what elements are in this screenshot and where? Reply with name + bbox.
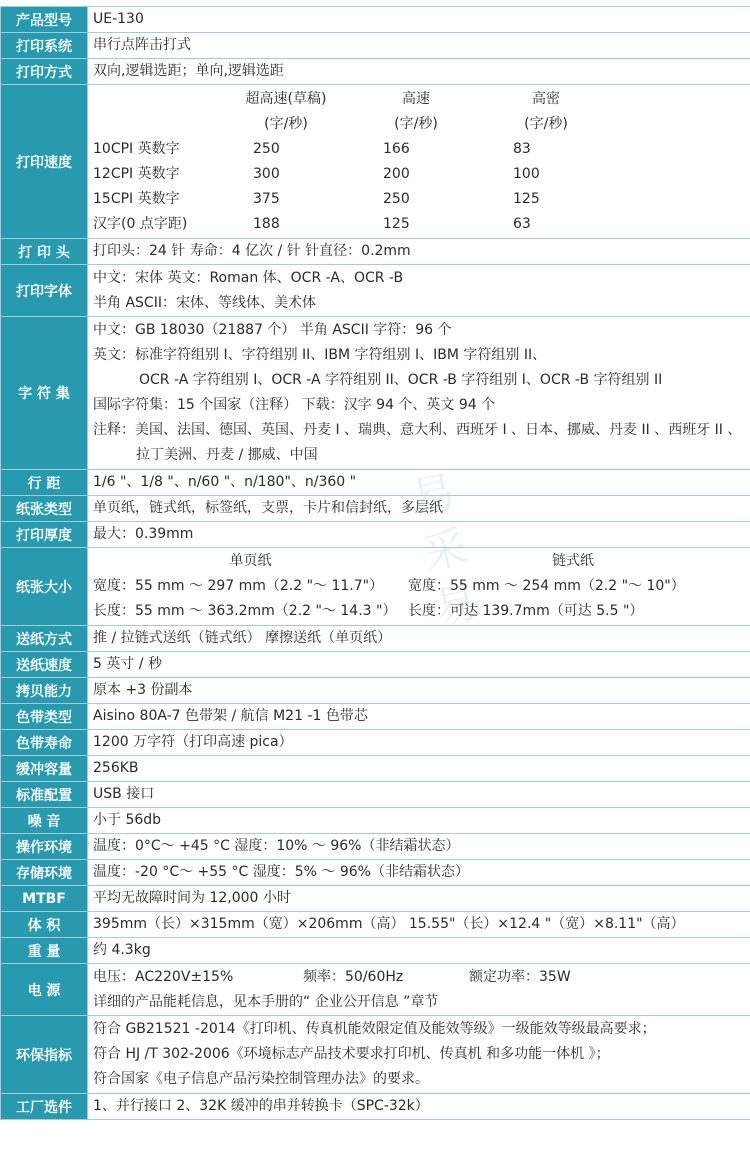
speed-row-name: 10CPI 英数字 xyxy=(93,140,180,157)
copy-value: 原本 +3 份副本 xyxy=(88,678,750,704)
spec-table xyxy=(0,6,750,1120)
speed-header-high: 高速 xyxy=(402,90,430,107)
print-speed-label: 打印速度 xyxy=(1,85,88,239)
row-factory-options xyxy=(1,1094,750,1120)
speed-cell: 125 xyxy=(513,190,540,207)
fonts-line: 中文：宋体 英文：Roman 体、OCR -A、OCR -B xyxy=(93,269,404,286)
ribbon-type-label: 色带类型 xyxy=(1,704,88,730)
power-rated: 额定功率：35W xyxy=(469,968,571,985)
paper-size-value xyxy=(88,548,750,626)
operating-env-label: 操作环境 xyxy=(1,834,88,860)
print-speed-value xyxy=(88,85,750,239)
row-operating-env xyxy=(1,834,750,860)
row-line-spacing xyxy=(1,470,750,496)
charset-line: 注释：美国、法国、德国、英国、丹麦 I 、瑞典、意大利、西班牙 I 、日本、挪威、丹麦 II 、西班牙 II 、 xyxy=(93,422,742,438)
interface-label: 标准配置 xyxy=(1,782,88,808)
speed-cell: 200 xyxy=(383,165,410,182)
speed-cell: 188 xyxy=(253,215,280,232)
noise-label: 噪 音 xyxy=(1,808,88,834)
power-value xyxy=(88,964,750,1016)
row-mtbf xyxy=(1,886,750,912)
env-compliance-line: 符合 GB21521 -2014《打印机、传真机能效限定值及能效等级》一级能效等级最高要求； xyxy=(93,1021,656,1037)
row-feed-speed xyxy=(1,652,750,678)
row-interface xyxy=(1,782,750,808)
speed-cell: 375 xyxy=(253,190,280,207)
fonts-label: 打印字体 xyxy=(1,265,88,317)
speed-row-name: 汉字(0 点字距) xyxy=(93,215,188,232)
speed-cell: 100 xyxy=(513,165,540,182)
storage-env-label: 存储环境 xyxy=(1,860,88,886)
mtbf-value: 平均无故障时间为 12,000 小时 xyxy=(88,886,750,912)
power-note: 详细的产品能耗信息，见本手册的“ 企业公开信息 ”章节 xyxy=(93,993,439,1010)
model-value: UE-130 xyxy=(88,7,750,33)
paper-header-single: 单页纸 xyxy=(229,553,272,569)
charset-line: 国际字符集：15 个国家（注释） 下载：汉字 94 个、英文 94 个 xyxy=(93,397,496,413)
row-paper-size xyxy=(1,548,750,626)
row-paper-type xyxy=(1,496,750,522)
print-system-label: 打印系统 xyxy=(1,33,88,59)
line-spacing-label: 行 距 xyxy=(1,470,88,496)
feed-speed-value: 5 英寸 / 秒 xyxy=(88,652,750,678)
charset-line: 拉丁美洲、丹麦 / 挪威、中国 xyxy=(136,447,318,463)
speed-unit: (字/秒) xyxy=(524,115,568,132)
row-print-system xyxy=(1,33,750,59)
speed-grid xyxy=(93,87,746,237)
buffer-value: 256KB xyxy=(88,756,750,782)
paper-type-label: 纸张类型 xyxy=(1,496,88,522)
row-thickness xyxy=(1,522,750,548)
row-charset xyxy=(1,317,750,470)
weight-label: 重 量 xyxy=(1,938,88,964)
speed-cell: 166 xyxy=(383,140,410,157)
speed-cell: 250 xyxy=(253,140,280,157)
row-env-compliance xyxy=(1,1016,750,1094)
charset-value xyxy=(88,317,750,470)
row-model xyxy=(1,7,750,33)
watermark: 易 采 易 xyxy=(406,466,484,635)
volume-label: 体 积 xyxy=(1,912,88,938)
volume-value: 395mm（长）×315mm（宽）×206mm（高） 15.55"（长）×12.4 "（宽）×8.11"（高） xyxy=(88,912,750,938)
thickness-value: 最大：0.39mm xyxy=(88,522,750,548)
row-storage-env xyxy=(1,860,750,886)
paper-type-value: 单页纸，链式纸，标签纸，支票，卡片和信封纸，多层纸 xyxy=(88,496,750,522)
feed-method-value: 推 / 拉链式送纸（链式纸） 摩擦送纸（单页纸） xyxy=(88,626,750,652)
fonts-line: 半角 ASCII：宋体、等线体、美术体 xyxy=(93,294,316,311)
model-label: 产品型号 xyxy=(1,7,88,33)
factory-options-value: 1、并行接口 2、32K 缓冲的串并转换卡（SPC-32k） xyxy=(88,1094,750,1120)
speed-cell: 83 xyxy=(513,140,531,157)
row-print-mode xyxy=(1,59,750,85)
feed-method-label: 送纸方式 xyxy=(1,626,88,652)
copy-label: 拷贝能力 xyxy=(1,678,88,704)
row-print-head xyxy=(1,239,750,265)
row-ribbon-life xyxy=(1,730,750,756)
speed-row-name: 12CPI 英数字 xyxy=(93,165,180,182)
power-grid xyxy=(93,965,746,990)
paper-width-single: 宽度：55 mm ～ 297 mm（2.2 "～ 11.7"） xyxy=(93,578,384,594)
charset-line: 英文：标准字符组别 I、字符组别 II、IBM 字符组别 I、IBM 字符组别 II、 xyxy=(93,347,547,363)
env-compliance-label: 环保指标 xyxy=(1,1016,88,1094)
env-compliance-value xyxy=(88,1016,750,1094)
paper-width-chain: 宽度：55 mm ～ 254 mm（2.2 "～ 10"） xyxy=(408,578,685,594)
speed-header-dense: 高密 xyxy=(532,90,560,107)
power-voltage: 电压：AC220V±15% xyxy=(93,968,234,985)
print-mode-value: 双向,逻辑选距；单向,逻辑选距 xyxy=(88,59,750,85)
speed-cell: 300 xyxy=(253,165,280,182)
row-power xyxy=(1,964,750,1016)
speed-cell: 63 xyxy=(513,215,531,232)
row-weight xyxy=(1,938,750,964)
ribbon-life-label: 色带寿命 xyxy=(1,730,88,756)
noise-value: 小于 56db xyxy=(88,808,750,834)
row-feed-method xyxy=(1,626,750,652)
operating-env-value: 温度：0°C～ +45 °C 湿度：10% ～ 96%（非结霜状态） xyxy=(88,834,750,860)
paper-length-chain: 长度：可达 139.7mm（可达 5.5 "） xyxy=(408,603,644,619)
row-fonts xyxy=(1,265,750,317)
row-volume xyxy=(1,912,750,938)
row-noise xyxy=(1,808,750,834)
buffer-label: 缓冲容量 xyxy=(1,756,88,782)
ribbon-type-value: Aisino 80A-7 色带架 / 航信 M21 -1 色带芯 xyxy=(88,704,750,730)
storage-env-value: 温度：-20 °C～ +55 °C 湿度：5% ～ 96%（非结霜状态） xyxy=(88,860,750,886)
speed-unit: (字/秒) xyxy=(264,115,308,132)
speed-header-draft: 超高速(草稿) xyxy=(245,90,327,107)
print-head-label: 打 印 头 xyxy=(1,239,88,265)
env-compliance-line: 符合国家《电子信息产品污染控制管理办法》的要求。 xyxy=(93,1071,429,1087)
power-label: 电 源 xyxy=(1,964,88,1016)
paper-length-single: 长度：55 mm ～ 363.2mm（2.2 "～ 14.3 "） xyxy=(93,603,397,619)
mtbf-label: MTBF xyxy=(1,886,88,912)
paper-size-grid xyxy=(93,549,746,624)
row-buffer xyxy=(1,756,750,782)
row-copy xyxy=(1,678,750,704)
speed-unit: (字/秒) xyxy=(394,115,438,132)
speed-cell: 125 xyxy=(383,215,410,232)
ribbon-life-value: 1200 万字符（打印高速 pica） xyxy=(88,730,750,756)
print-system-value: 串行点阵击打式 xyxy=(88,33,750,59)
interface-value: USB 接口 xyxy=(88,782,750,808)
weight-value: 约 4.3kg xyxy=(88,938,750,964)
print-head-value: 打印头：24 针 寿命：4 亿次 / 针 针直径：0.2mm xyxy=(88,239,750,265)
line-spacing-value: 1/6 "、1/8 "、n/60 "、n/180"、n/360 " xyxy=(88,470,750,496)
paper-size-label: 纸张大小 xyxy=(1,548,88,626)
row-ribbon-type xyxy=(1,704,750,730)
charset-line: 中文：GB 18030（21887 个） 半角 ASCII 字符：96 个 xyxy=(93,322,452,338)
thickness-label: 打印厚度 xyxy=(1,522,88,548)
feed-speed-label: 送纸速度 xyxy=(1,652,88,678)
env-compliance-line: 符合 HJ /T 302-2006《环境标志产品技术要求打印机、传真机 和多功能一体机 》； xyxy=(93,1046,610,1062)
factory-options-label: 工厂选件 xyxy=(1,1094,88,1120)
print-mode-label: 打印方式 xyxy=(1,59,88,85)
speed-row-name: 15CPI 英数字 xyxy=(93,190,180,207)
charset-line: OCR -A 字符组别 I、OCR -A 字符组别 II、OCR -B 字符组别 I、OCR -B 字符组别 II xyxy=(139,372,663,388)
row-print-speed xyxy=(1,85,750,239)
power-frequency: 频率：50/60Hz xyxy=(303,968,404,985)
paper-header-chain: 链式纸 xyxy=(552,553,594,569)
speed-cell: 250 xyxy=(383,190,410,207)
fonts-value xyxy=(88,265,750,317)
charset-label: 字 符 集 xyxy=(1,317,88,470)
